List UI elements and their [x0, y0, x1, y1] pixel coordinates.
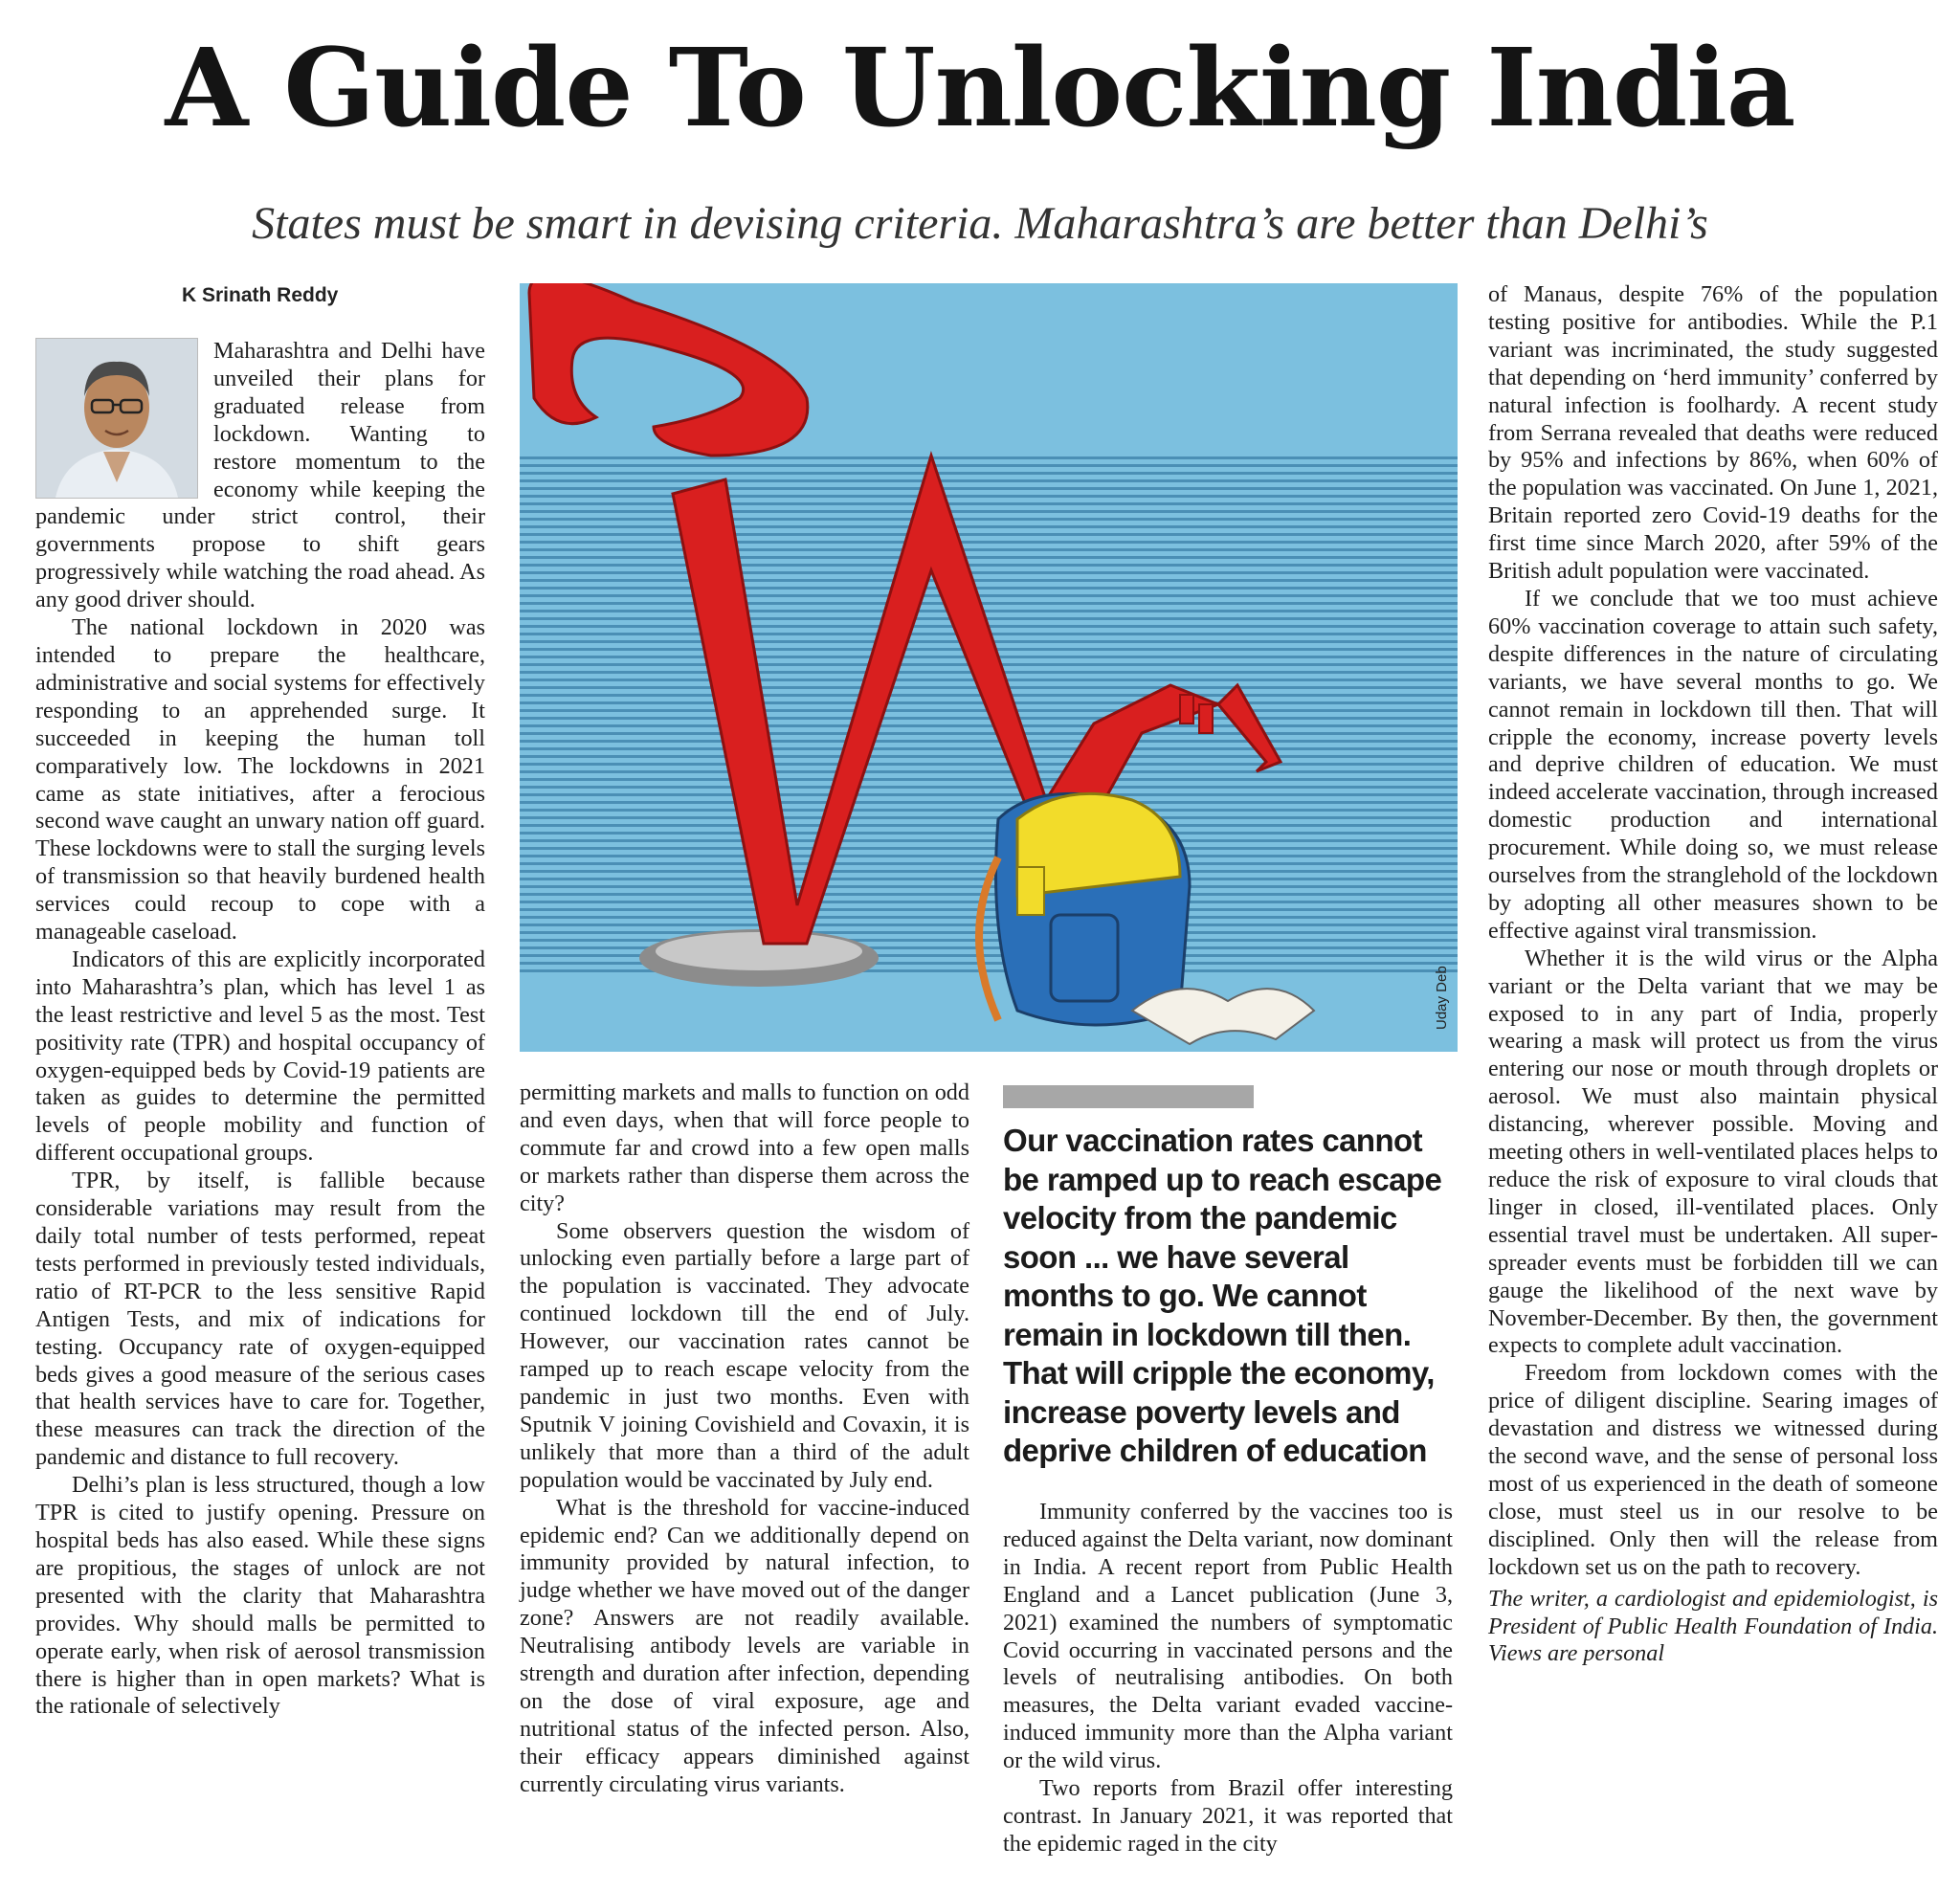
paragraph: Indicators of this are explicitly incorporated into Maharashtra’s plan, which has level 1 as the least restrictive and level 5 as the most. Test positivity rate (TPR) and hospital occupancy of oxygen-equipped beds by Covid-19 patients are taken as guides to determine the permitted levels of people mobility and function of different occupational groups. [35, 946, 485, 1167]
article-column-4 [1488, 281, 1938, 1668]
paragraph: Maharashtra and Delhi have unveiled their plans for graduated release from lockdown. Wanting to restore momentum to the economy while keeping the pandemic under strict control, their governments propose to shift gears progressively while watching the road ahead. As any good driver should. [35, 338, 485, 613]
illustration [520, 283, 1458, 1052]
headline: A Guide To Unlocking India [165, 26, 1795, 151]
pullquote-bar [1003, 1085, 1254, 1108]
author-photo [35, 338, 198, 499]
paragraph: Freedom from lockdown comes with the price of diligent discipline. Searing images of devastation and distress we witnessed during the second wave, and the sense of personal loss most of us experienced in the death of someone close, must steel us in our resolve to be disciplined. Only then will the release from lockdown set us on the path to recovery. [1488, 1360, 1938, 1580]
paragraph: If we conclude that we too must achieve 60% vaccination coverage to attain such safety, despite differences in the nature of circulating variants, we have several months to go. We cannot remain in lockdown till then. That will cripple the economy, increase poverty levels and deprive children of education. We must indeed accelerate vaccination, through increased domestic production and international procurement. While doing so, we must release ourselves from the stranglehold of the lockdown by adopting all other measures shown to be effective against viral transmission. [1488, 585, 1938, 944]
deck-subtitle: States must be smart in devising criteria. Maharashtra’s are better than Delhi’s [252, 198, 1708, 249]
paragraph: Whether it is the wild virus or the Alpha variant or the Delta variant that we may be exposed to in any part of India, properly wearing a mask will protect us from the virus entering our nose or mouth through droplets or aerosol. We must also maintain physical distancing, wherever possible. Moving and meeting others in well-ventilated places helps to reduce the risk of exposure to viral clouds that linger in closed, ill-ventilated places. Only essential travel must be undertaken. All super-spreader events must be forbidden till we can gauge the likelihood of the next wave by November-December. By then, the government expects to complete adult vaccination. [1488, 945, 1938, 1359]
illustration-credit: Uday Deb [1434, 966, 1450, 1030]
paragraph: What is the threshold for vaccine-induced epidemic end? Can we additionally depend on immunity provided by natural infection, to judge whether we have moved out of the danger zone? Answers are not readily available. Neutralising antibody levels are variable in strength and duration after infection, depending on the dose of viral exposure, age and nutritional status of the infected person. Also, their efficacy appears diminished against currently circulating virus variants. [520, 1494, 969, 1797]
paragraph: permitting markets and malls to function on odd and even days, when that will force people to commute far and crowd into a few open malls or markets rather than disperse them across the city? [520, 1080, 969, 1216]
paragraph: TPR, by itself, is fallible because considerable variations may result from the daily total number of tests performed, repeat tests performed in previously tested individuals, ratio of RT-PCR to the less sensitive Rapid Antigen Tests, and mix of indications for testing. Occupancy rate of oxygen-equipped beds gives a good measure of the serious cases that health services have to care for. Together, these measures can track the direction of the pandemic and distance to full recovery. [35, 1168, 485, 1471]
paragraph: Delhi’s plan is less structured, though a low TPR is cited to justify opening. Pressure on hospital beds has also eased. While these signs are propitious, the stages of unlock are not presented with the clarity that Maharashtra provides. Why should malls be permitted to operate early, when risk of aerosol transmission there is higher than in open markets? What is the rationale of selectively [35, 1472, 485, 1720]
paragraph: Immunity conferred by the vaccines too is reduced against the Delta variant, now dominant in India. A recent report from Public Health England and a Lancet publication (June 3, 2021) examined the numbers of symptomatic Covid occurring in vaccinated persons and the levels of neutralising antibodies. On both measures, the Delta variant evaded vaccine-induced immunity more than the Alpha variant or the wild virus. [1003, 1499, 1453, 1774]
paragraph: of Manaus, despite 76% of the population testing positive for antibodies. While the P.1 variant was incriminated, the study suggested that depending on ‘herd immunity’ conferred by natural infection is foolhardy. A recent study from Serrana revealed that deaths were reduced by 95% and infections by 86%, when 60% of the population was vaccinated. On June 1, 2021, Britain reported zero Covid-19 deaths for the first time since March 2020, after 59% of the British adult population were vaccinated. [1488, 281, 1938, 585]
article-column-1 [35, 338, 485, 1721]
article-column-3 [1003, 1499, 1453, 1859]
paragraph: Some observers question the wisdom of unlocking even partially before a large part of the population is vaccinated. They advocate continued lockdown till the end of July. However, our vaccination rates cannot be ramped up to reach escape velocity from the pandemic in just two months. Even with Sputnik V joining Covishield and Covaxin, it is unlikely that more than a third of the adult population would be vaccinated by July end. [520, 1217, 969, 1493]
pull-quote: Our vaccination rates cannot be ramped up to reach escape velocity from the pandemic soon ... we have several months to go. We cannot remain in lockdown till then. That will cripple the economy, increase poverty levels and deprive children of education [1003, 1123, 1442, 1468]
article-column-2 [520, 1080, 969, 1799]
paragraph: The national lockdown in 2020 was intended to prepare the healthcare, administrative and social systems for effectively responding to an apprehended surge. It succeeded in keeping the human toll comparatively low. The lockdowns in 2021 came as state initiatives, after a ferocious second wave caught an unwary nation off guard. These lockdowns were to stall the surging levels of transmission so that heavily burdened health services could recoup to cope with a manageable caseload. [35, 614, 485, 946]
author-footnote: The writer, a cardiologist and epidemiologist, is President of Public Health Foundation of India. Views are personal [1488, 1585, 1938, 1667]
byline: K Srinath Reddy [182, 284, 339, 306]
paragraph: Two reports from Brazil offer interesting contrast. In January 2021, it was reported that the epidemic raged in the city [1003, 1775, 1453, 1857]
